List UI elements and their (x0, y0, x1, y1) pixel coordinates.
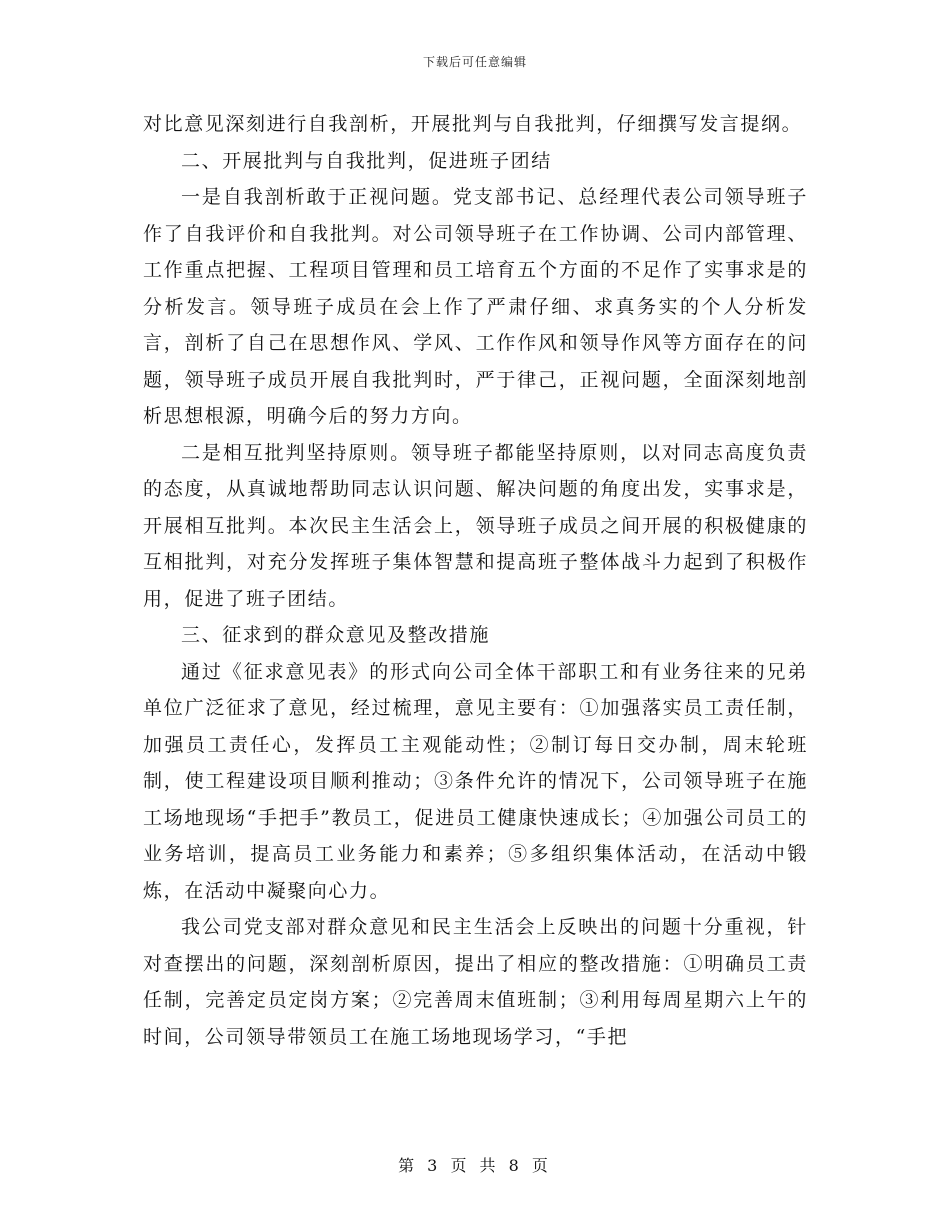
page-number: 第 3 页 共 8 页 (398, 1156, 552, 1175)
section-heading-2: 二、开展批判与自我批判，促进班子团结 (181, 149, 552, 172)
section-heading-3: 三、征求到的群众意见及整改措施 (181, 624, 491, 646)
page-header: 下载后可任意编辑 (422, 55, 527, 69)
paragraph-1: 对比意见深刻进行自我剖析，开展批判与自我批判，仔细撰写发言提纲。 (143, 113, 803, 135)
paragraph-self-analysis: 一是自我剖析敢于正视问题。党支部书记、总经理代表公司领导班子作了自我评价和自我批判。对公司领导班子在工作协调、公司内部管理、工作重点把握、工程项目管理和员工培育五个方面的不足作了实事求是的分析发言。领导班子成员在会上作了严肃仔细、求真务实的个人分析发言，剖析了自己在思想作风、学风、工作作风和领导作风等方面存在的问题，领导班子成员开展自我批判时，严于律己，正视问题，全面深刻地剖析思想根源，明确今后的努力方向。 (143, 186, 808, 427)
document-body (143, 106, 808, 1055)
paragraph-measures: 我公司党支部对群众意见和民主生活会上反映出的问题十分重视，针对查摆出的问题，深刻剖析原因，提出了相应的整改措施：①明确员工责任制，完善定员定岗方案；②完善周末值班制；③利用每周星期六上午的时间，公司领导带领员工在施工场地现场学习，“手把 (143, 916, 808, 1048)
paragraph-mutual-criticism: 二是相互批判坚持原则。领导班子都能坚持原则，以对同志高度负责的态度，从真诚地帮助同志认识问题、解决问题的角度出发，实事求是，开展相互批判。本次民主生活会上，领导班子成员之间开展的积极健康的互相批判，对充分发挥班子集体智慧和提高班子整体战斗力起到了积极作用，促进了班子团结。 (143, 441, 808, 610)
paragraph-opinions: 通过《征求意见表》的形式向公司全体干部职工和有业务往来的兄弟单位广泛征求了意见，经过梳理，意见主要有：①加强落实员工责任制，加强员工责任心，发挥员工主观能动性；②制订每日交办制，周末轮班制，使工程建设项目顺利推动；③条件允许的情况下，公司领导班子在施工场地现场“手把手”教员工，促进员工健康快速成长；④加强公司员工的业务培训，提高员工业务能力和素养；⑤多组织集体活动，在活动中锻炼，在活动中凝聚向心力。 (143, 660, 808, 902)
